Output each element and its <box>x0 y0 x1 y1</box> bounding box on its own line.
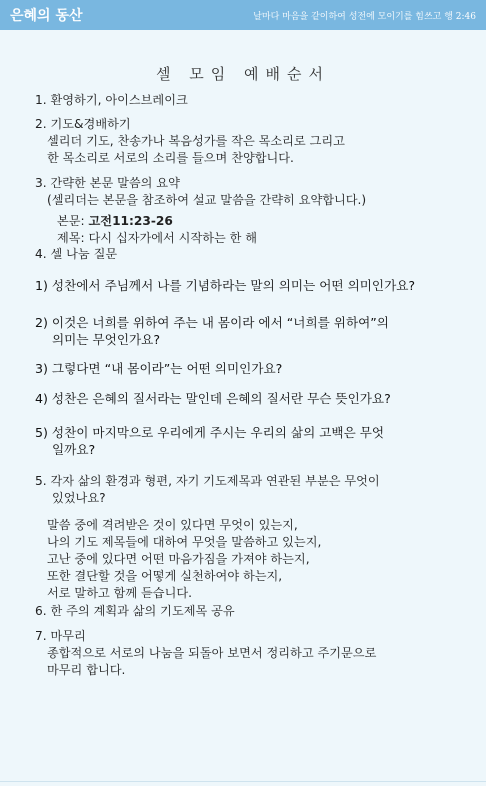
question-5-line-1: 5) 성찬이 마지막으로 우리에게 주시는 우리의 삶의 고백은 무엇 <box>35 425 385 440</box>
question-2-line-2: 의미는 무엇인가요? <box>52 332 161 347</box>
page-title: 셀 모임 예배순서 <box>156 65 330 83</box>
item-3-heading: 3. 간략한 본문 말씀의 요약 <box>35 176 180 190</box>
item-5-line-1: 5. 각자 삶의 환경과 형편, 자기 기도제목과 연관된 부분은 무엇이 <box>35 474 380 488</box>
question-1: 1) 성찬에서 주님께서 나를 기념하라는 말의 의미는 어떤 의미인가요? <box>35 278 416 293</box>
scripture-line <box>57 213 486 230</box>
item-2-line-1: 셀리더 기도, 찬송가나 복음성가를 작은 목소리로 그리고 <box>47 134 345 148</box>
item-7-line-1: 종합적으로 서로의 나눔을 되돌아 보면서 정리하고 주기문으로 <box>47 646 377 660</box>
bottom-divider <box>0 781 486 782</box>
question-2-line-1: 2) 이것은 너희를 위하여 주는 내 몸이라 에서 “너희를 위하여”의 <box>35 315 389 330</box>
question-3: 3) 그렇다면 “내 몸이라”는 어떤 의미인가요? <box>35 361 283 376</box>
guide-line-4: 또한 결단할 것을 어떻게 실천하여야 하는지, <box>47 569 283 583</box>
guide-line-5: 서로 말하고 함께 듣습니다. <box>47 586 193 600</box>
scripture-reference: 고전11:23-26 <box>88 214 173 228</box>
item-2-line-2: 한 목소리로 서로의 소리를 들으며 찬양합니다. <box>47 151 294 165</box>
scripture-label: 본문: <box>57 214 89 228</box>
header-motto: 날마다 마음을 같이하여 성전에 모이기를 힘쓰고 행 2:46 <box>253 12 476 22</box>
item-7-line-2: 마무리 합니다. <box>47 663 126 677</box>
guide-line-2: 나의 기도 제목들에 대하여 무엇을 말씀하고 있는지, <box>47 535 322 549</box>
sermon-subject: 제목: 다시 십자가에서 시작하는 한 해 <box>57 231 258 245</box>
item-1: 1. 환영하기, 아이스브레이크 <box>35 93 188 107</box>
guide-line-1: 말씀 중에 격려받은 것이 있다면 무엇이 있는지, <box>47 518 298 532</box>
item-7-heading: 7. 마무리 <box>35 629 86 643</box>
item-6: 6. 한 주의 계획과 삶의 기도제목 공유 <box>35 604 235 618</box>
item-3-line-1: (셀리더는 본문을 참조하여 설교 말씀을 간략히 요약합니다.) <box>47 193 367 207</box>
question-4: 4) 성찬은 은혜의 질서라는 말인데 은혜의 질서란 무슨 뜻인가요? <box>35 391 391 406</box>
section-title: 은혜의 동산 <box>10 8 83 24</box>
guide-line-3: 고난 중에 있다면 어떤 마음가짐을 가져야 하는지, <box>47 552 310 566</box>
item-4-heading: 4. 셀 나눔 질문 <box>35 247 118 261</box>
item-2-heading: 2. 기도&경배하기 <box>35 117 131 131</box>
header-bar <box>0 0 486 30</box>
item-5-line-2: 있었나요? <box>52 491 106 505</box>
question-5-line-2: 일까요? <box>52 442 96 457</box>
